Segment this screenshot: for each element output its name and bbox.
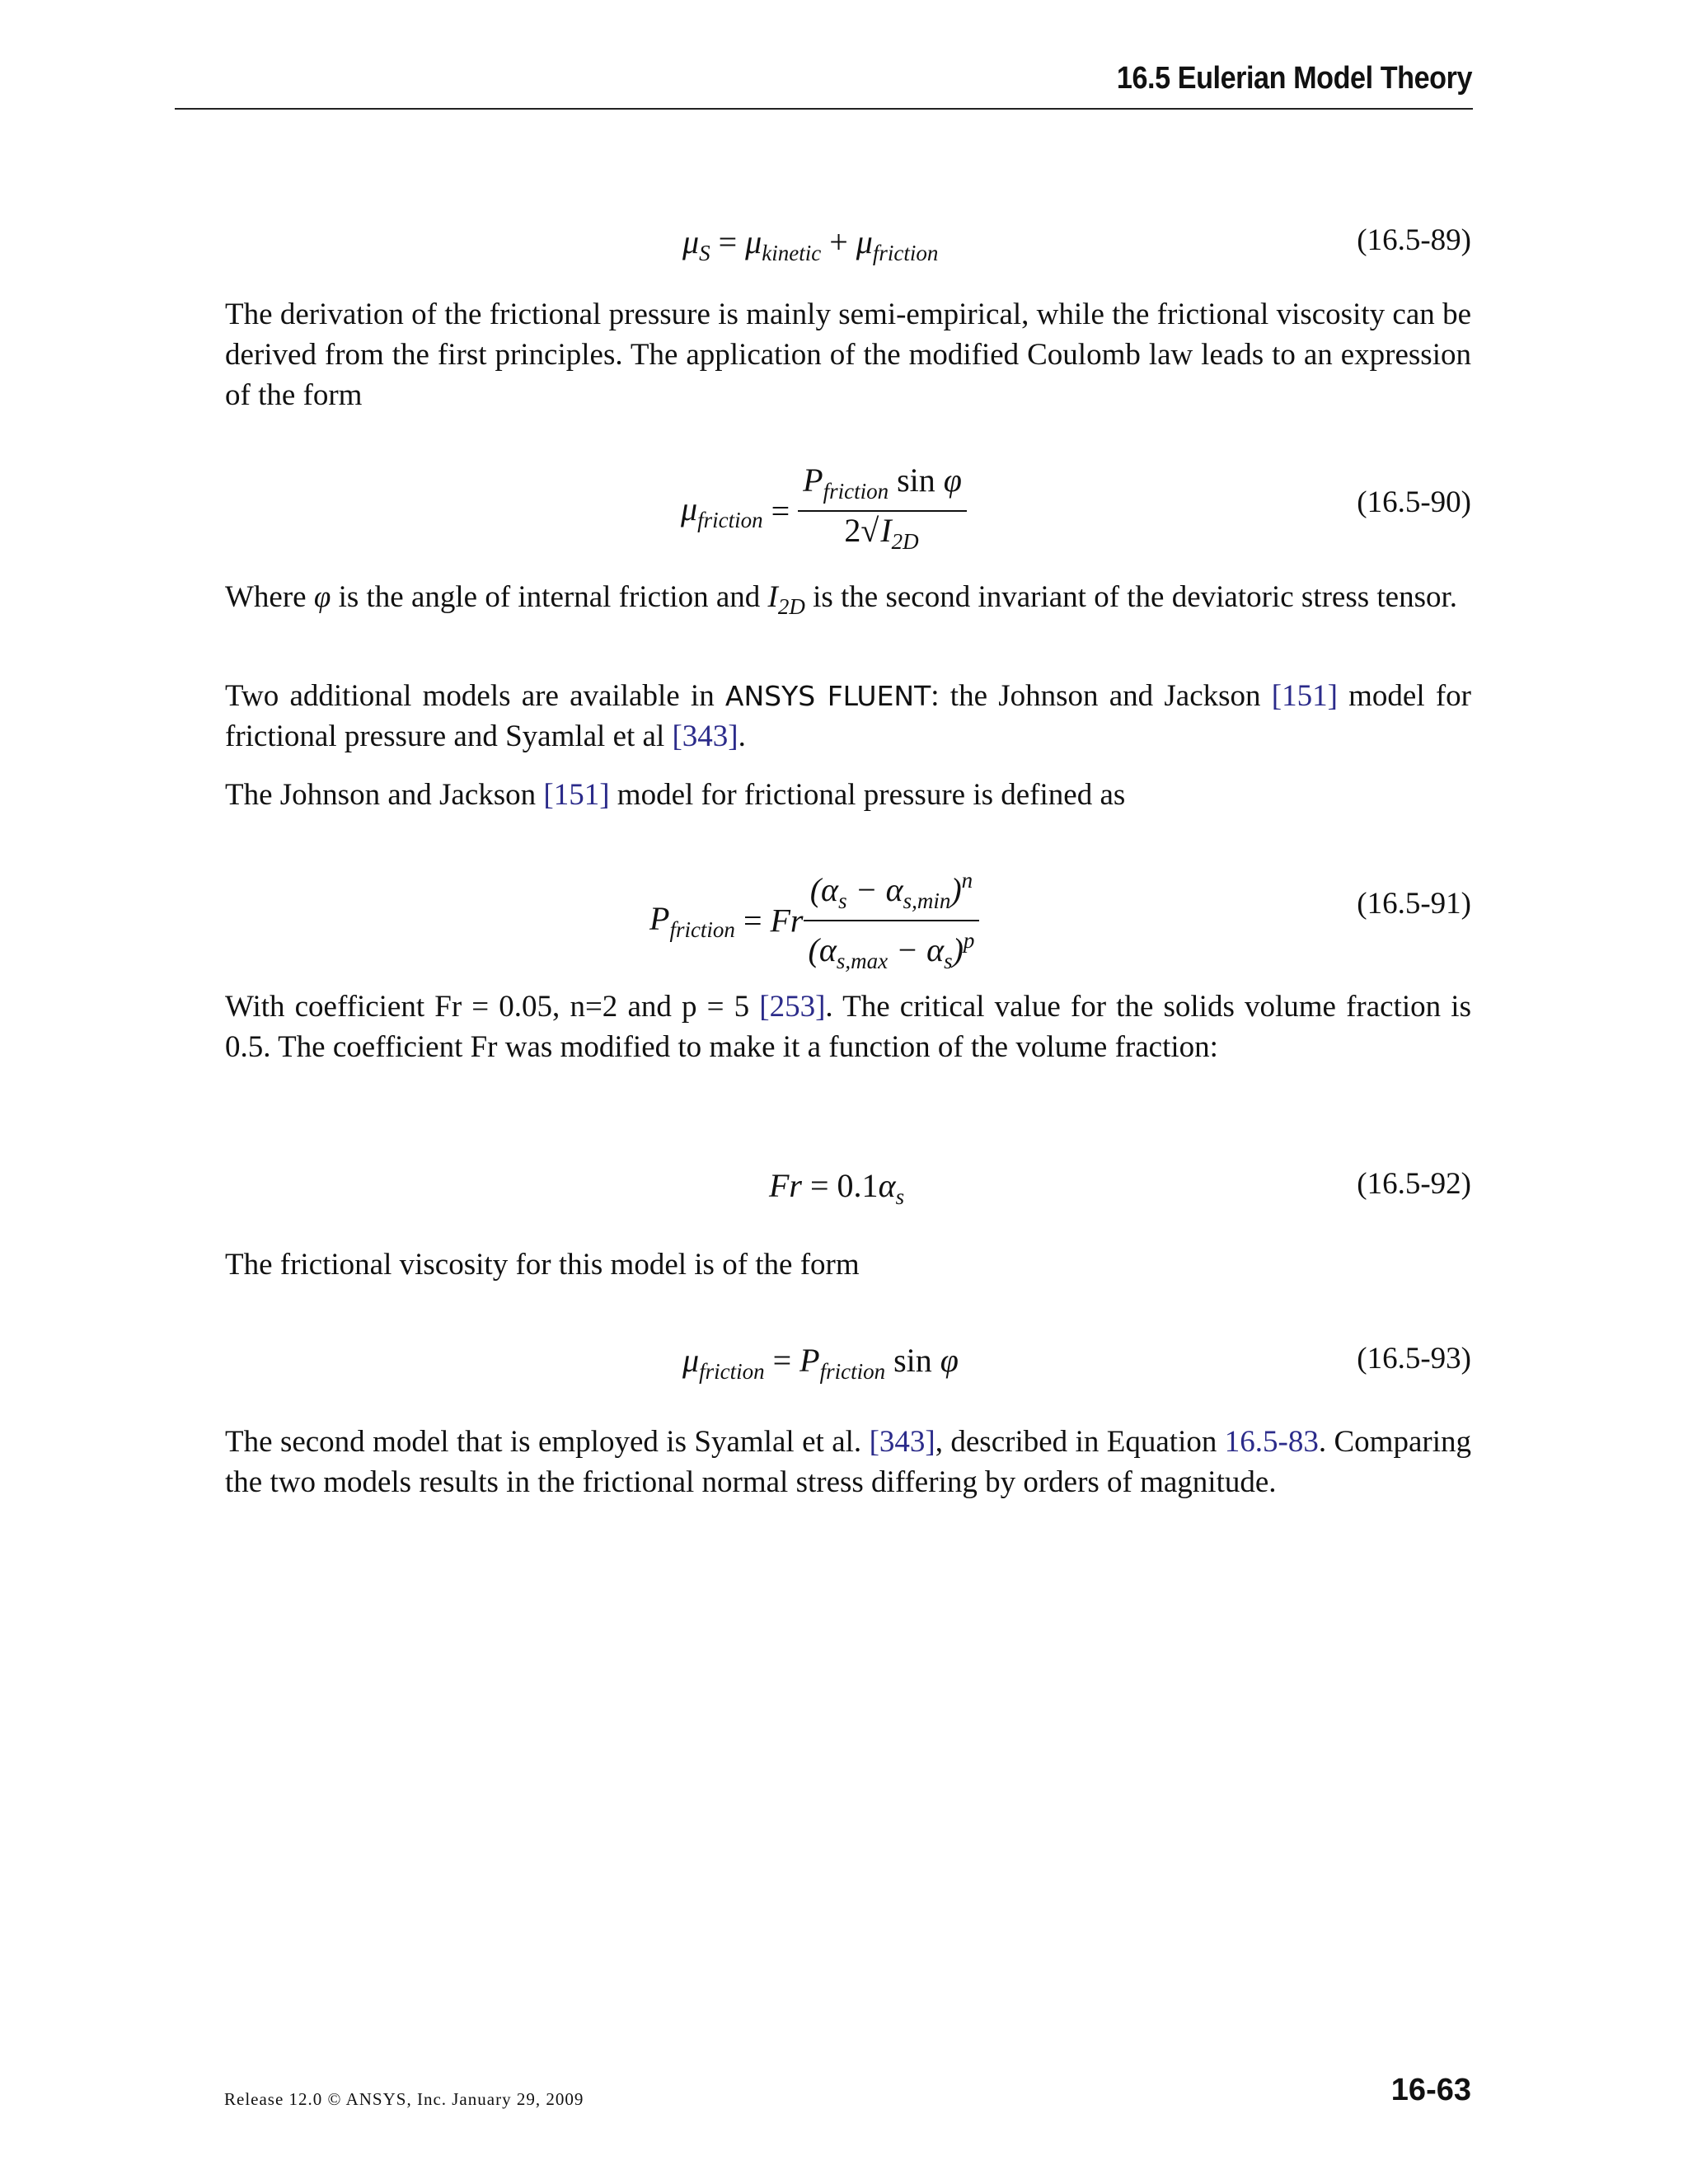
header-rule <box>175 108 1473 110</box>
citation-link[interactable]: [151] <box>1271 679 1338 713</box>
citation-link[interactable]: [151] <box>543 778 610 812</box>
paragraph-phi-definition: Where φ is the angle of internal friction and $I_{2D}$ is the second invariant of the deviatoric stress tensor. <box>225 580 1458 619</box>
equation-number: (16.5-93) <box>1357 1342 1471 1376</box>
equation-16-5-93: $\mu_{friction} = P_{friction}$ sin φ (16.5-93) <box>682 1342 1471 1384</box>
paragraph-frictional-derivation: The derivation of the frictional pressure is mainly semi-empirical, while the frictional viscosity can be derived from the first principles. The application of the modified Coulomb law leads to an expression of the form <box>225 298 1471 412</box>
equation-reference-link[interactable]: 16.5-83 <box>1224 1425 1319 1459</box>
equation-number: (16.5-91) <box>1357 887 1471 921</box>
paragraph-additional-models: Two additional models are available in ANSYS FLUENT: the Johnson and Jackson [151] model for frictional pressure and Syamlal et al [343]. <box>225 679 1471 753</box>
paragraph-frictional-viscosity: The frictional viscosity for this model is of the form <box>225 1248 860 1282</box>
page-number: 16-63 <box>1390 2073 1471 2107</box>
paragraph-second-model: The second model that is employed is Syamlal et al. [343], described in Equation 16.5-83. Comparing the two models results in the frictional normal stress differing by orders of magnitude. <box>225 1425 1471 1499</box>
equation-16-5-91: $P_{friction} = Fr$ $\frac{(\alpha_s - \alpha_{s,min})^n}{(\alpha_{s,max} - \alpha_s)^p}$ (16.5-91) <box>225 861 1471 952</box>
equation-16-5-92: $Fr = 0.1\alpha_s$ (16.5-92) <box>769 1167 1471 1209</box>
product-name: ANSYS FLUENT <box>724 680 931 712</box>
equation-number: (16.5-90) <box>1357 485 1471 519</box>
equation-16-5-89: $\mu_S = \mu_{kinetic} + \mu_{friction}$ (16.5-89) <box>682 223 1471 265</box>
citation-link[interactable]: [253] <box>759 990 826 1024</box>
citation-link[interactable]: [343] <box>672 719 738 753</box>
footer-release-info: Release 12.0 © ANSYS, Inc. January 29, 2009 <box>224 2089 584 2109</box>
equation-number: (16.5-89) <box>1357 223 1471 257</box>
citation-link[interactable]: [343] <box>869 1425 935 1459</box>
paragraph-johnson-jackson: The Johnson and Jackson [151] model for frictional pressure is defined as <box>225 778 1126 812</box>
running-header-title: 16.5 Eulerian Model Theory <box>1116 61 1472 96</box>
equation-16-5-90: $\mu_{friction}$ = $\frac{P_{friction} \sin \varphi}{2√I_{2D}}$ (16.5-90) <box>681 462 1471 554</box>
equation-number: (16.5-92) <box>1357 1167 1471 1201</box>
paragraph-coefficients: With coefficient Fr = 0.05, n=2 and p = 5 [253]. The critical value for the solids volume fraction is 0.5. The coefficient Fr was modified to make it a function of the volume fraction: <box>225 990 1471 1064</box>
